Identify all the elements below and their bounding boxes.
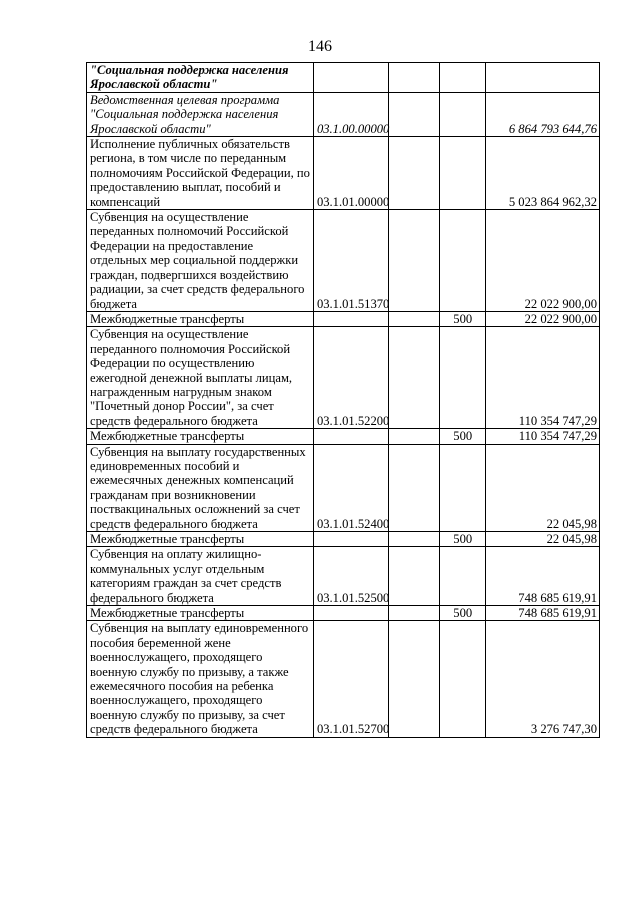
row-amount: 22 022 900,00 xyxy=(485,311,599,326)
row-name: Межбюджетные трансферты xyxy=(87,606,314,621)
row-amount: 748 685 619,91 xyxy=(485,606,599,621)
row-vr: 500 xyxy=(439,311,485,326)
row-name: Межбюджетные трансферты xyxy=(87,429,314,444)
row-code xyxy=(313,429,388,444)
row-code xyxy=(313,311,388,326)
row-vr: 500 xyxy=(439,429,485,444)
row-code: 03.1.01.52200 xyxy=(313,327,388,429)
row-amount: 110 354 747,29 xyxy=(485,429,599,444)
row-code: 03.1.01.52700 xyxy=(313,621,388,737)
row-blank xyxy=(388,606,439,621)
table-row xyxy=(87,429,600,444)
row-code: 03.1.01.52500 xyxy=(313,547,388,606)
row-blank xyxy=(388,547,439,606)
row-blank xyxy=(388,532,439,547)
row-vr xyxy=(439,547,485,606)
row-name: "Социальная поддержка населения Ярославской области" xyxy=(87,63,314,93)
table-row xyxy=(87,137,600,210)
row-amount: 748 685 619,91 xyxy=(485,547,599,606)
row-vr xyxy=(439,137,485,210)
table-row xyxy=(87,606,600,621)
row-code xyxy=(313,63,388,93)
row-blank xyxy=(388,327,439,429)
row-blank xyxy=(388,210,439,312)
row-amount: 22 045,98 xyxy=(485,532,599,547)
row-blank xyxy=(388,444,439,531)
row-vr xyxy=(439,210,485,312)
table-row xyxy=(87,532,600,547)
table-row xyxy=(87,311,600,326)
row-code xyxy=(313,606,388,621)
row-code: 03.1.00.00000 xyxy=(313,92,388,136)
row-vr: 500 xyxy=(439,606,485,621)
row-vr xyxy=(439,63,485,93)
row-amount: 6 864 793 644,76 xyxy=(485,92,599,136)
row-name: Субвенция на осуществление переданных полномочий Российской Федерации на предоставление отдельных мер социальной поддержки граждан, подвергшихся воздействию радиации, за счет средств федерального бюджета xyxy=(87,210,314,312)
row-code xyxy=(313,532,388,547)
table-row xyxy=(87,327,600,429)
row-name: Ведомственная целевая программа "Социальная поддержка населения Ярославской области" xyxy=(87,92,314,136)
table-row xyxy=(87,547,600,606)
row-blank xyxy=(388,63,439,93)
row-vr: 500 xyxy=(439,532,485,547)
table-row xyxy=(87,210,600,312)
row-blank xyxy=(388,311,439,326)
row-blank xyxy=(388,92,439,136)
row-vr xyxy=(439,327,485,429)
row-code: 03.1.01.00000 xyxy=(313,137,388,210)
row-amount: 3 276 747,30 xyxy=(485,621,599,737)
row-name: Межбюджетные трансферты xyxy=(87,311,314,326)
row-blank xyxy=(388,621,439,737)
row-code: 03.1.01.51370 xyxy=(313,210,388,312)
table-row xyxy=(87,63,600,93)
table-row xyxy=(87,444,600,531)
row-amount: 22 022 900,00 xyxy=(485,210,599,312)
row-amount: 5 023 864 962,32 xyxy=(485,137,599,210)
table-row xyxy=(87,92,600,136)
row-vr xyxy=(439,444,485,531)
row-code: 03.1.01.52400 xyxy=(313,444,388,531)
row-name: Субвенция на осуществление переданного полномочия Российской Федерации по осуществлению ежегодной денежной выплаты лицам, награжденным нагрудным знаком "Почетный донор России", за счет средств федерального бюджета xyxy=(87,327,314,429)
row-name: Субвенция на выплату единовременного пособия беременной жене военнослужащего, проходящего военную службу по призыву, а также ежемесячного пособия на ребенка военнослужащего, проходящего военную службу по призыву, за счет средств федерального бюджета xyxy=(87,621,314,737)
row-amount xyxy=(485,63,599,93)
row-amount: 110 354 747,29 xyxy=(485,327,599,429)
page-number: 146 xyxy=(308,38,332,55)
row-amount: 22 045,98 xyxy=(485,444,599,531)
row-blank xyxy=(388,137,439,210)
row-blank xyxy=(388,429,439,444)
row-vr xyxy=(439,621,485,737)
row-name: Субвенция на оплату жилищно-коммунальных услуг отдельным категориям граждан за счет средств федерального бюджета xyxy=(87,547,314,606)
row-name: Исполнение публичных обязательств региона, в том числе по переданным полномочиям Российской Федерации, по предоставлению выплат, пособий и компенсаций xyxy=(87,137,314,210)
row-name: Субвенция на выплату государственных единовременных пособий и ежемесячных денежных компенсаций гражданам при возникновении поствакцинальных осложнений за счет средств федерального бюджета xyxy=(87,444,314,531)
budget-table xyxy=(86,62,600,738)
row-vr xyxy=(439,92,485,136)
row-name: Межбюджетные трансферты xyxy=(87,532,314,547)
table-row xyxy=(87,621,600,737)
